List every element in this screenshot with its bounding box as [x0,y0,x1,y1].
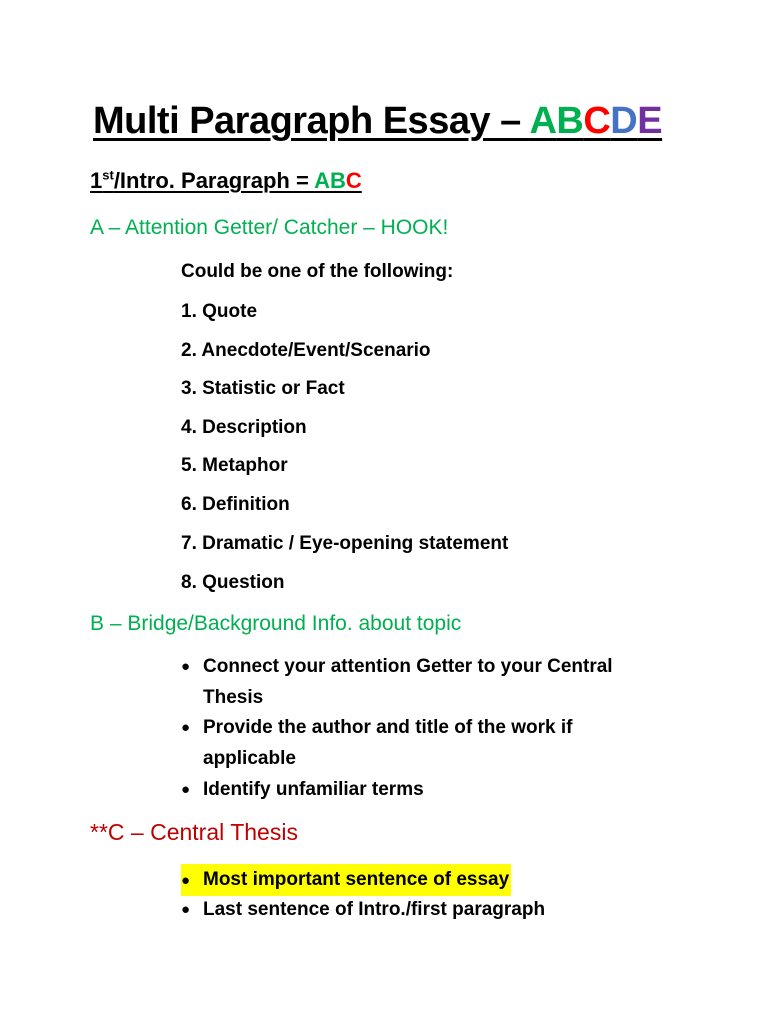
section-b-bullet-connect [181,651,651,713]
bullet-text: Provide the author and title of the work if applicable [203,717,573,769]
title-letter-a: A [529,100,557,142]
intro-paragraph-heading [90,168,362,194]
section-a-heading: A – Attention Getter/ Catcher – HOOK! [90,216,449,239]
bullet-icon: ● [181,658,191,675]
bullet-icon: ● [181,781,191,798]
section-b-bullet-terms [181,774,651,805]
subtitle-ordinal: 1 [90,168,103,193]
subtitle-letter-c: C [345,168,362,193]
highlighted-sentence [181,864,511,896]
bullet-text: Connect your attention Getter to your Central Thesis [203,656,613,708]
bullet-icon: ● [181,872,191,889]
list-item-description: 4. Description [181,417,307,438]
document-title [93,100,662,143]
title-text: Multi Paragraph Essay – [93,100,530,142]
subtitle-letter-a: A [314,168,330,193]
list-item-question: 8. Question [181,572,285,593]
list-item-dramatic-statement: 7. Dramatic / Eye-opening statement [181,533,509,554]
subtitle-letter-b: B [330,168,346,193]
bullet-text: Last sentence of Intro./first paragraph [203,899,546,920]
section-c-heading: **C – Central Thesis [90,819,298,845]
title-letter-d: D [610,100,638,142]
section-a-intro: Could be one of the following: [181,261,454,282]
bullet-text: Most important sentence of essay [203,869,510,890]
section-b-bullet-author [181,712,651,774]
title-letter-c: C [583,100,611,142]
subtitle-text: /Intro. Paragraph = [113,168,315,193]
list-item-anecdote: 2. Anecdote/Event/Scenario [181,340,431,361]
section-c-bullet-important [181,864,511,896]
title-letter-b: B [556,100,584,142]
section-b-heading: B – Bridge/Background Info. about topic [90,612,462,635]
bullet-icon: ● [181,719,191,736]
bullet-icon: ● [181,901,191,918]
list-item-definition: 6. Definition [181,494,290,515]
title-letter-e: E [637,100,663,142]
bullet-text: Identify unfamiliar terms [203,779,424,800]
section-c-bullet-last-sentence [181,894,651,925]
list-item-metaphor: 5. Metaphor [181,455,288,476]
subtitle-ordinal-suffix: st [102,167,114,183]
list-item-quote: 1. Quote [181,301,258,322]
list-item-statistic: 3. Statistic or Fact [181,378,345,399]
